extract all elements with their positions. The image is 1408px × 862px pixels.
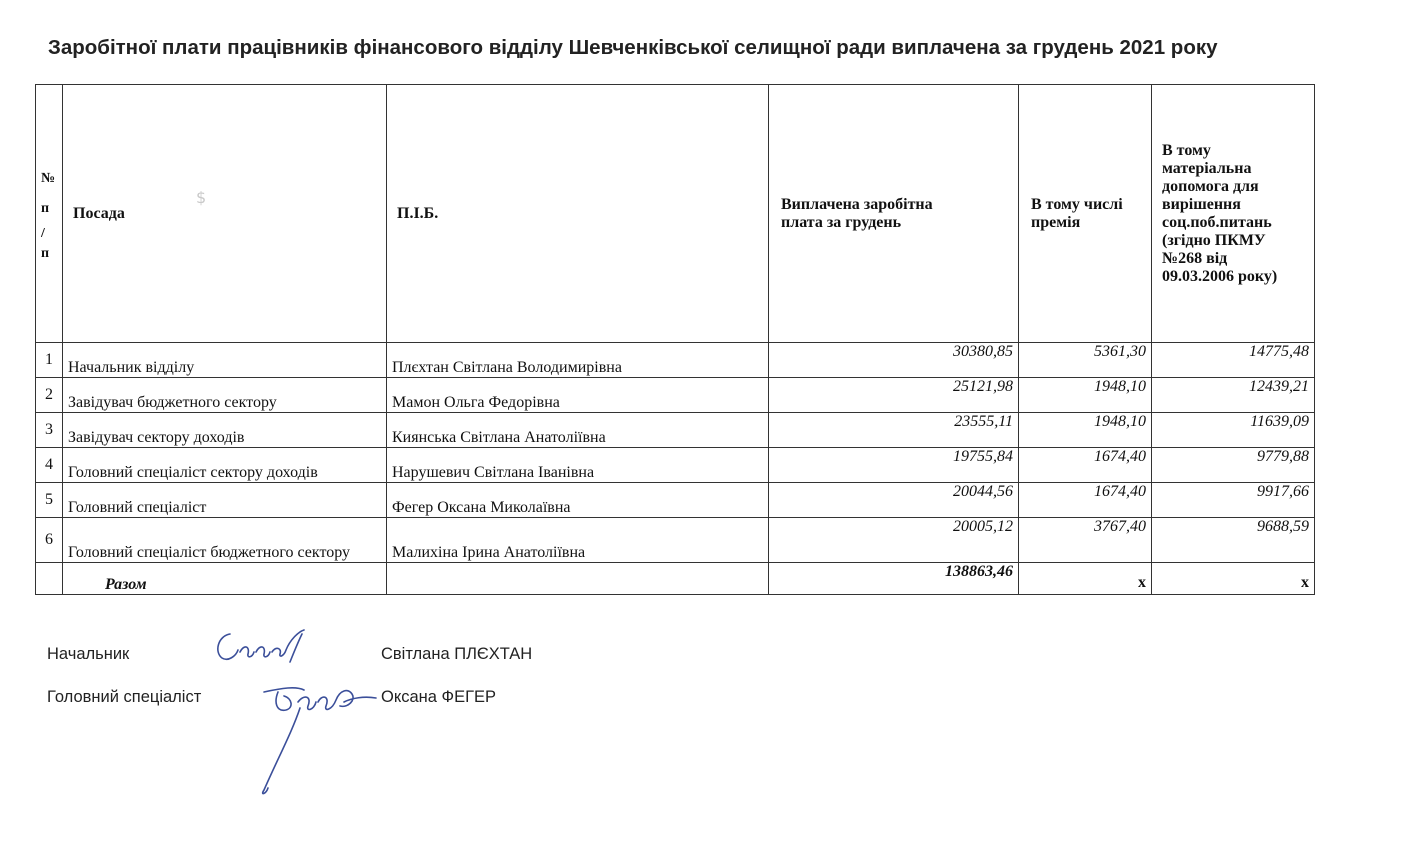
row-name: Плєхтан Світлана Володимирівна <box>387 343 769 378</box>
row-aid: 14775,48 <box>1152 343 1315 378</box>
row-name: Мамон Ольга Федорівна <box>387 378 769 413</box>
total-aid: х <box>1152 563 1315 595</box>
row-amount: 20044,56 <box>769 483 1019 518</box>
header-amount: Виплачена заробітна плата за грудень <box>769 85 1019 343</box>
header-row <box>36 85 1315 343</box>
table-row <box>36 413 1315 448</box>
header-bonus: В тому числі премія <box>1019 85 1152 343</box>
row-number: 1 <box>36 343 63 378</box>
total-bonus: х <box>1019 563 1152 595</box>
row-number: 5 <box>36 483 63 518</box>
header-aid: В тому матеріальна допомога для вирішення соц.поб.питань (згідно ПКМУ №268 від 09.03.2006 року) <box>1152 85 1315 343</box>
handwritten-signature-head <box>210 622 320 672</box>
row-amount: 23555,11 <box>769 413 1019 448</box>
total-label: Разом <box>63 563 387 595</box>
total-number-cell <box>36 563 63 595</box>
scan-mark: $ <box>196 188 207 207</box>
row-name: Киянська Світлана Анатоліївна <box>387 413 769 448</box>
row-position: Головний спеціаліст бюджетного сектору <box>63 518 387 563</box>
row-name: Фегер Оксана Миколаївна <box>387 483 769 518</box>
signature-name-head: Світлана ПЛЄХТАН <box>381 645 533 663</box>
signature-role-specialist: Головний спеціаліст <box>47 688 202 706</box>
row-name: Нарушевич Світлана Іванівна <box>387 448 769 483</box>
total-amount: 138863,46 <box>769 563 1019 595</box>
row-aid: 11639,09 <box>1152 413 1315 448</box>
row-position: Завідувач бюджетного сектору <box>63 378 387 413</box>
row-bonus: 5361,30 <box>1019 343 1152 378</box>
row-position: Головний спеціаліст сектору доходів <box>63 448 387 483</box>
table-row <box>36 378 1315 413</box>
row-position: Головний спеціаліст <box>63 483 387 518</box>
row-amount: 19755,84 <box>769 448 1019 483</box>
table-row <box>36 518 1315 563</box>
row-amount: 25121,98 <box>769 378 1019 413</box>
row-position: Начальник відділу <box>63 343 387 378</box>
row-name: Малихіна Ірина Анатоліївна <box>387 518 769 563</box>
signature-name-specialist: Оксана ФЕГЕР <box>381 688 497 706</box>
row-number: 3 <box>36 413 63 448</box>
row-bonus: 1674,40 <box>1019 483 1152 518</box>
row-bonus: 3767,40 <box>1019 518 1152 563</box>
row-aid: 12439,21 <box>1152 378 1315 413</box>
row-number: 2 <box>36 378 63 413</box>
signature-role-head: Начальник <box>47 645 130 663</box>
row-number: 4 <box>36 448 63 483</box>
total-row <box>36 563 1315 595</box>
row-bonus: 1948,10 <box>1019 413 1152 448</box>
row-number: 6 <box>36 518 63 563</box>
row-aid: 9688,59 <box>1152 518 1315 563</box>
row-bonus: 1948,10 <box>1019 378 1152 413</box>
document-title: Заробітної плати працівників фінансового відділу Шевченківської селищної ради виплачена за грудень 2021 року <box>48 36 1218 59</box>
row-bonus: 1674,40 <box>1019 448 1152 483</box>
table-row <box>36 448 1315 483</box>
header-position: Посада <box>63 85 387 343</box>
header-number: № п / п <box>36 85 63 343</box>
table-row <box>36 343 1315 378</box>
row-aid: 9917,66 <box>1152 483 1315 518</box>
row-aid: 9779,88 <box>1152 448 1315 483</box>
handwritten-signature-specialist <box>252 672 382 800</box>
table-row <box>36 483 1315 518</box>
row-amount: 30380,85 <box>769 343 1019 378</box>
salary-table <box>35 84 1315 595</box>
header-name: П.І.Б. <box>387 85 769 343</box>
total-name-cell <box>387 563 769 595</box>
row-position: Завідувач сектору доходів <box>63 413 387 448</box>
row-amount: 20005,12 <box>769 518 1019 563</box>
